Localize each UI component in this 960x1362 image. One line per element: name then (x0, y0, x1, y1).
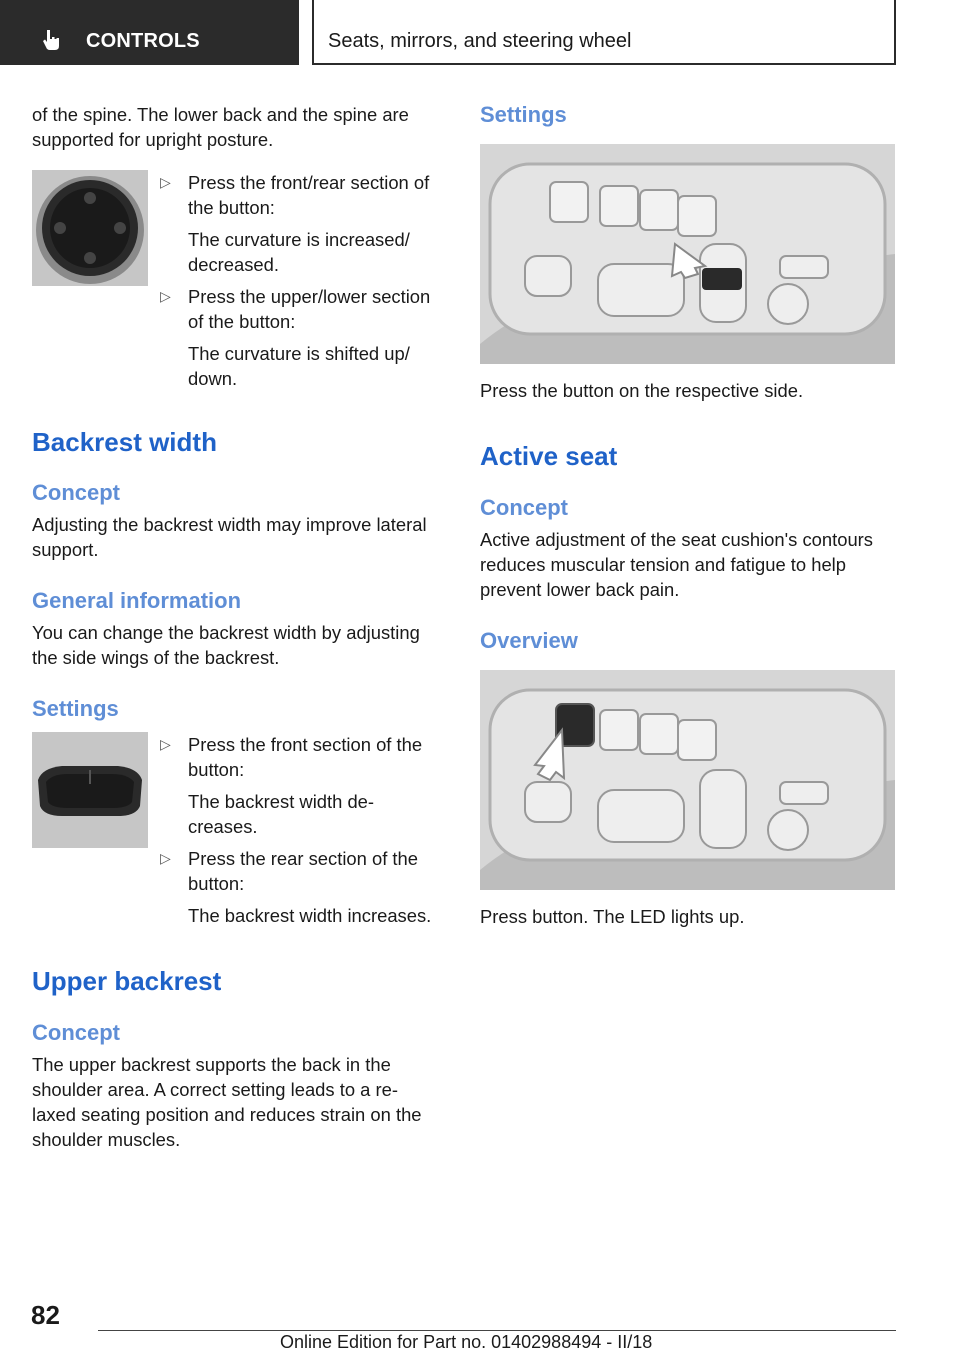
lumbar-button-image (32, 170, 148, 286)
left-column (32, 102, 446, 1152)
lumbar-step-1-result: The curvature is increased/ decreased. (188, 229, 410, 275)
triangle-bullet-icon: ▷ (160, 850, 171, 866)
lumbar-button-illustration (32, 170, 148, 286)
section-tab (0, 0, 299, 65)
upper-backrest-heading: Upper backrest (32, 966, 222, 996)
backrest-step-2-result: The backrest width increases. (188, 905, 432, 926)
upper-backrest-concept-text: The upper backrest supports the back in the shoulder area. A correct setting leads to a re- laxed seating position and reduces strain on the shoulder muscles. (32, 1054, 422, 1150)
seat-controls-photo-settings (480, 144, 895, 364)
footer-edition: Online Edition for Part no. 01402988494 - II/18 (280, 1332, 653, 1352)
backrest-width-heading: Backrest width (32, 427, 217, 457)
seat-controls-illustration-overview (480, 670, 895, 890)
active-seat-overview-heading: Overview (480, 628, 578, 653)
triangle-bullet-icon: ▷ (160, 736, 171, 752)
active-seat-heading: Active seat (480, 441, 618, 471)
backrest-width-button-image (32, 732, 148, 848)
page-number: 82 (31, 1300, 60, 1330)
backrest-settings-heading: Settings (32, 696, 119, 721)
lumbar-step-1: ▷ Press the front/rear section of the button: (160, 172, 430, 218)
pointing-hand-icon (40, 28, 64, 52)
seat-controls-photo-overview (480, 670, 895, 890)
chapter-title: Seats, mirrors, and steering wheel (328, 30, 632, 52)
triangle-bullet-icon: ▷ (160, 174, 171, 190)
lumbar-step-2-result: The curvature is shifted up/ down. (188, 343, 410, 389)
footer-divider (98, 1330, 896, 1331)
active-seat-concept-text: Active adjustment of the seat cushion's contours reduces muscular tension and fatigue to help prevent lower back pain. (480, 529, 873, 600)
lumbar-step-2: ▷ Press the upper/lower section of the button: (160, 286, 431, 332)
upper-backrest-concept-heading: Concept (32, 1020, 120, 1045)
seat-controls-illustration-settings (480, 144, 895, 364)
backrest-step-1-result: The backrest width de- creases. (188, 791, 375, 837)
backrest-step-2: ▷ Press the rear section of the button: (160, 848, 418, 894)
seat-settings-heading: Settings (480, 102, 567, 127)
triangle-bullet-icon: ▷ (160, 288, 171, 304)
backrest-width-steps (160, 732, 446, 928)
backrest-width-block (32, 732, 446, 928)
section-label: CONTROLS (86, 30, 200, 52)
backrest-general-heading: General information (32, 588, 242, 613)
backrest-width-button-illustration (32, 732, 148, 848)
intro-paragraph: of the spine. The lower back and the spine are supported for upright posture. (32, 104, 409, 150)
seat-settings-caption: Press the button on the respective side. (480, 380, 804, 401)
active-seat-concept-heading: Concept (480, 495, 568, 520)
backrest-step-1: ▷ Press the front section of the button: (160, 734, 423, 780)
backrest-general-text: You can change the backrest width by adjusting the side wings of the backrest. (32, 622, 420, 668)
right-column (480, 102, 895, 929)
lumbar-steps (160, 170, 446, 391)
chapter-title-box (312, 0, 896, 65)
backrest-concept-heading: Concept (32, 480, 120, 505)
backrest-concept-text: Adjusting the backrest width may improve lateral support. (32, 514, 427, 560)
active-seat-overview-caption: Press button. The LED lights up. (480, 906, 745, 927)
lumbar-adjust-block (32, 170, 446, 391)
